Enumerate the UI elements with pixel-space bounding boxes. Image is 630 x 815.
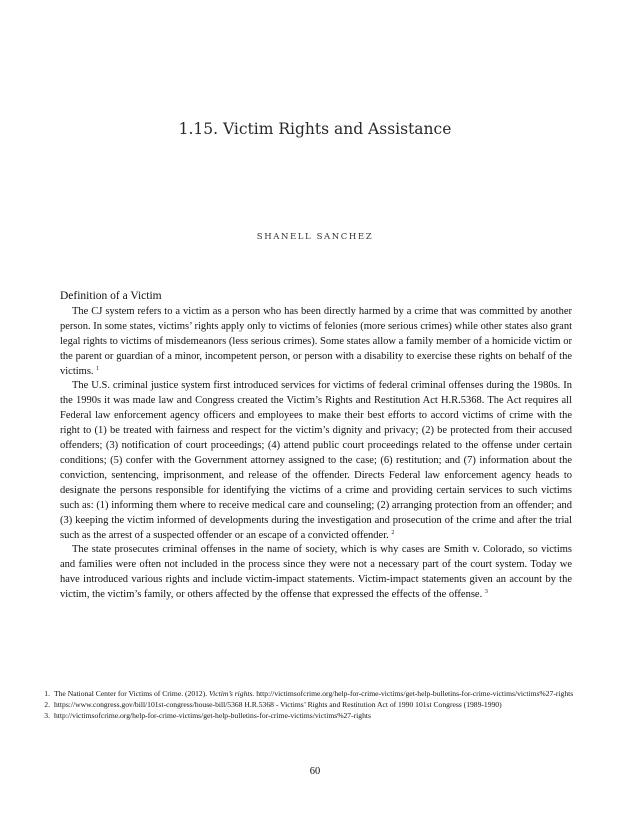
footnote-ref-3[interactable]: 3	[484, 589, 488, 596]
paragraph-1-text: The CJ system refers to a victim as a person who has been directly harmed by a crime that was committed by another person. In some states, victims’ rights apply only to victims of felonies (more serious crimes) while other states also grant legal rights to victims of misdemeanors (less serious crimes). Some states allow a family member of a homicide victim or the parent or guardian of a minor, incompetent person, or person with a disability to exercise these rights on behalf of the victims.	[60, 305, 572, 377]
footnote-title: Victim’s rights.	[209, 689, 255, 698]
footnote-1	[32, 688, 580, 699]
author-name: SHANELL SANCHEZ	[256, 232, 374, 242]
page-number: 60	[309, 766, 321, 777]
footnote-text	[54, 688, 580, 699]
footnote-link[interactable]: http://victimsofcrime.org/help-for-crime-victims/get-help-bulletins-for-crime-victims/victims%27-rights	[254, 689, 574, 698]
footnote-link[interactable]: https://www.congress.gov/bill/101st-congress/house-bill/5368 H.R.5368 - Victims’ Rights and Restitution Act of 1990 101st Congress (1989-1990)	[54, 700, 502, 709]
footnote-2	[32, 699, 580, 710]
paragraph-3-text: The state prosecutes criminal offenses in the name of society, which is why cases are Smith v. Colorado, so victims and families were often not included in the process since they were not a necessary part of the court system. Today we have introduced various rights and include victim-impact statements. Victim-impact statements given an account by the victim, the victim’s family, or others affected by the offense that expressed the effects of the offense.	[60, 544, 572, 601]
footnote-link[interactable]: http://victimsofcrime.org/help-for-crime-victims/get-help-bulletins-for-crime-victims/victims%27-rights	[54, 711, 371, 720]
footnote-number: 3.	[44, 711, 50, 720]
footnotes	[32, 688, 580, 721]
footnote-ref-2[interactable]: 2	[391, 529, 395, 536]
footnote-citation: The National Center for Victims of Crime. (2012).	[54, 689, 210, 698]
paragraph-2-text: The U.S. criminal justice system first introduced services for victims of federal criminal offenses during the 1980s. In the 1990s it was made law and Congress created the Victim’s Rights and Restitution Act H.R.5368. The Act requires all Federal law enforcement agency officers and employees to make their best efforts to accord victims of crime with the right to (1) be treated with fairness and respect for the victim’s dignity and privacy; (2) be protected from their accused offenders; (3) notification of court proceedings; (4) attend public court proceedings related to the offense under certain conditions; (5) confer with the Government attorney assigned to the case; (6) restitution; and (7) information about the conviction, sentencing, imprisonment, and release of the offender. Directs Federal law enforcement agency heads to designate the persons responsible for identifying the victims of a crime and providing certain services to such victims such as: (1) informing them where to receive medical care and counseling; (2) arranging protection from an offender; and (3) keeping the victim informed of developments during the investigation and prosecution of the crime and after the trial such as the arrest of a suspected offender or an escape of a convicted offender.	[60, 380, 572, 541]
chapter-body	[60, 289, 572, 603]
footnote-number: 2.	[44, 700, 50, 709]
paragraph-3	[60, 543, 572, 603]
section-heading: Definition of a Victim	[60, 290, 162, 302]
footnote-3	[32, 710, 580, 721]
footnote-number: 1.	[44, 689, 50, 698]
footnote-ref-1[interactable]: 1	[96, 365, 100, 372]
paragraph-2	[60, 379, 572, 543]
paragraph-1	[60, 305, 572, 380]
chapter-title: 1.15. Victim Rights and Assistance	[178, 120, 452, 138]
